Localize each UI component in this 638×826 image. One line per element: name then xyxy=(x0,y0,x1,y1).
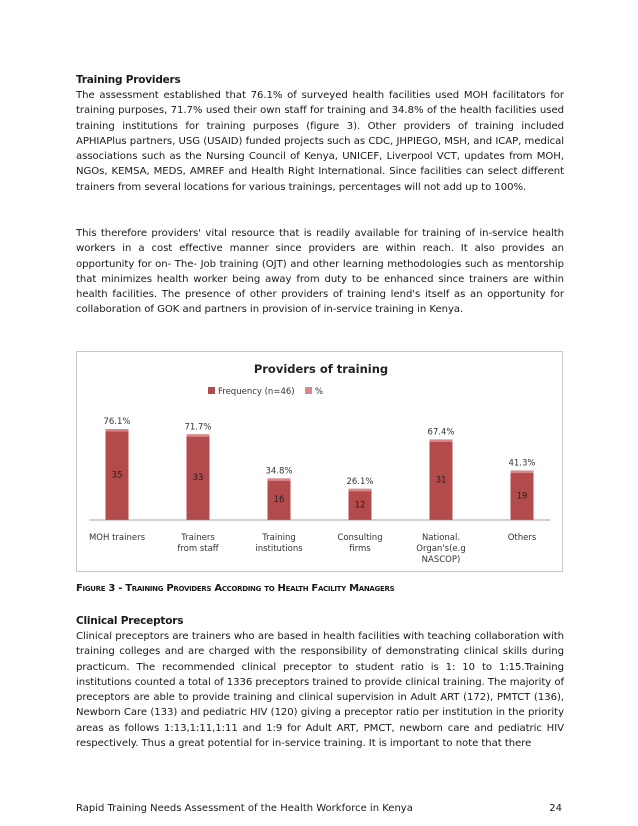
section-heading-clinical-preceptors: Clinical Preceptors xyxy=(76,615,184,627)
page-number: 24 xyxy=(549,803,562,814)
paragraph-training-providers-1: The assessment established that 76.1% of surveyed health facilities used MOH facilitators for training purposes, 71.7% used their own staff for training and 34.8% of the health facilities used training institutions for training purposes (figure 3). Other providers of training included APHIAPlus partners, USG (USAID) funded projects such as CDC, JHPIEGO, MSH, and ICAP, medical associations such as the Nursing Council of Kenya, UNICEF, Liverpool VCT, updates from MOH, NGOs, KEMSA, MEDS, AMREF and Health Right International. Since facilities can select different trainers from several locations for various trainings, percentages will not add up to 100%. xyxy=(76,90,564,193)
legend-swatch-percent xyxy=(305,387,312,394)
chart-legend xyxy=(208,387,323,397)
figure-caption: Figure 3 - Training Providers According to Health Facility Managers xyxy=(76,583,395,594)
data-label-frequency-5: 19 xyxy=(516,491,528,502)
paragraph-training-providers-2: This therefore providers' vital resource that is readily available for training of in-service health workers in a cost effective manner since providers are within reach. It also provides an opportunity for on- The- Job training (OJT) and other learning methodologies such as mentorship that minimizes health worker being away from duty to be enhanced since trainers are within health facilities. The presence of other providers of training lend's itself as an opportunity for collaboration of GOK and partners in provision of in-service training in Kenya. xyxy=(76,228,564,316)
providers-bar-chart xyxy=(77,352,562,571)
bar-percent-0 xyxy=(106,429,129,432)
x-tick-label-0: MOH trainers xyxy=(88,533,146,543)
x-tick-label-2: Training institutions xyxy=(255,533,303,554)
x-tick-label-1: Trainers from staff xyxy=(177,533,219,554)
data-label-frequency-4: 31 xyxy=(435,475,447,486)
data-label-percent-0: 76.1% xyxy=(103,417,131,428)
data-label-frequency-2: 16 xyxy=(273,495,285,506)
legend-label-percent: % xyxy=(315,387,324,397)
data-label-percent-1: 71.7% xyxy=(184,422,212,433)
data-label-percent-4: 67.4% xyxy=(427,427,455,438)
legend-swatch-frequency xyxy=(208,387,215,394)
data-label-frequency-1: 33 xyxy=(192,473,204,484)
footer-title: Rapid Training Needs Assessment of the Health Workforce in Kenya xyxy=(76,803,413,814)
x-tick-label-3: Consulting firms xyxy=(337,533,383,554)
x-tick-label-5: Others xyxy=(507,533,537,543)
data-label-frequency-3: 12 xyxy=(354,500,366,511)
legend-label-frequency: Frequency (n=46) xyxy=(218,387,295,397)
section-heading-training-providers: Training Providers xyxy=(76,74,181,86)
bar-percent-1 xyxy=(187,434,210,437)
data-label-percent-2: 34.8% xyxy=(265,466,293,477)
bar-percent-2 xyxy=(268,478,291,481)
chart-title: Providers of training xyxy=(253,362,389,376)
bar-percent-5 xyxy=(511,471,534,474)
data-label-frequency-0: 35 xyxy=(111,470,123,481)
x-tick-label-4: National. Organ's(e.g NASCOP) xyxy=(416,533,466,565)
bar-percent-4 xyxy=(430,439,453,442)
bar-percent-3 xyxy=(349,489,372,492)
data-label-percent-3: 26.1% xyxy=(346,476,374,487)
paragraph-clinical-preceptors: Clinical preceptors are trainers who are based in health facilities with teaching collaboration with training colleges and are charged with the responsibility of demonstrating clinical skills during practicum. The recommended clinical preceptor to student ratio is 1: 10 to 1:15.Training institutions counted a total of 1336 preceptors trained to provide clinical training. The majority of preceptors are able to provide training and clinical supervision in Adult ART (172), PMTCT (136), Newborn Care (133) and pediatric HIV (120) giving a preceptor ratio per institution in the priority areas as follows 1:13,1:11,1:11 and 1:9 for Adult ART, PMCT, newborn care and pediatric HIV respectively. Thus a great potential for in-service training. It is important to note that there xyxy=(76,631,564,750)
chart-container xyxy=(76,351,563,572)
data-label-percent-5: 41.3% xyxy=(508,458,536,469)
